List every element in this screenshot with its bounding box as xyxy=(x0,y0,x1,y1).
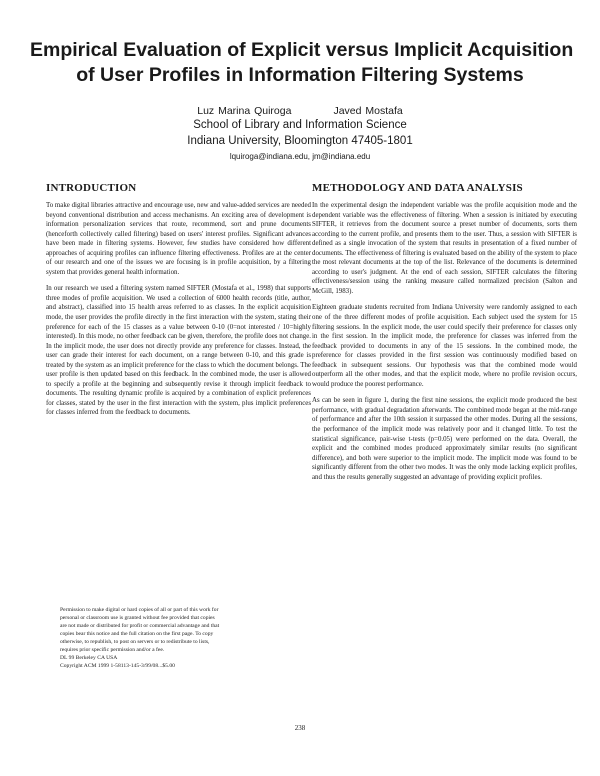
body-paragraph: In the experimental design the independent variable was the profile acquisition mode and the dependent variable was the effectiveness of filtering. When a session is initiated by executing SIFTER, it retrieves from the document source a preset number of documents, sorts them according to the current profile, and presents them to the user. Thus, a session with SIFTER is defined as a single invocation of the system that results in presentation of a fixed number of documents. The effectiveness of filtering is evaluated based on the ability of the system to place the most relevant documents at the top of the list. Relevance of the documents is determined according to user's judgment. At the end of each session, SIFTER calculates the filtering effectiveness/session using the ranking measure called normalized precision (Salton and McGill, 1983). xyxy=(312,202,577,295)
body-paragraph: As can be seen in figure 1, during the first nine sessions, the explicit mode produced the best performance, with gradual degradation afterwards. The combined mode began at the mid-range of performance and after the 10th session it surpassed the other modes. During all the sessions, the performance of the implicit mode was relatively poor and it changed little. To test the statistical significance, pair-wise t-tests (p=0.05) were performed on the data. Overall, the explicit and the combined modes produced approximately similar results (no significant difference), and both were superior to the implicit mode. The implicit mode was found to be significantly different from the other two modes. It was the only mode lacking explicit profiles, and thus the results generally suggested an advantage of providing explicit profiles. xyxy=(312,397,577,481)
body-paragraph: Eighteen graduate students recruited from Indiana University were randomly assigned to each one of the three different modes of profile acquisition. Each subject used the system for 15 filtering sessions. In the explicit mode, the user could specify their preference for classes only in the first session. In the implicit mode, the preference for classes was inferred from the feedback provided to documents in any of the 15 sessions. In the combined mode, the preference for classes provided in the first session was continuously modified based on feedback in subsequent sessions. Our hypothesis was that the combined mode would outperform all the other modes, and that the explicit mode, where no profile revision occurs, would produce the poorest performance. xyxy=(312,304,577,388)
title-line-2: of User Profiles in Information Filtering Systems xyxy=(76,64,524,86)
notice-line: personal or classroom use is granted without fee provided that copies xyxy=(60,615,215,621)
methodology-heading: METHODOLOGY AND DATA ANALYSIS xyxy=(312,182,523,194)
notice-line: Permission to make digital or hard copies of all or part of this work for xyxy=(60,607,219,613)
notice-line: Copyright ACM 1999 1-58113-145-3/99/08...$5.00 xyxy=(60,663,175,669)
right-column xyxy=(312,182,577,489)
title-line-1: Empirical Evaluation of Explicit versus Implicit Acquisition xyxy=(30,39,574,61)
body-paragraph: To make digital libraries attractive and encourage use, new and value-added services are needed beyond conventional distribution and access mechanisms. An exciting area of development is information personalization services that route, recommend, sort and prune documents (henceforth collectively called filtering) based on users' interest profiles. Significant advances have been made in filtering systems. However, few studies have considered how different approaches of acquiring profiles can influence filtering effectiveness. Profiles are at the center of our research and one of the issues we are focusing is in profile acquisition, by a filtering system that provides general health information. xyxy=(46,202,311,276)
notice-line: requires prior specific permission and/or a fee. xyxy=(60,647,165,653)
author-name: Luz Marina Quiroga xyxy=(197,105,292,117)
copyright-permission-notice xyxy=(60,606,310,670)
introduction-heading: INTRODUCTION xyxy=(46,182,137,194)
affiliation-university: Indiana University, Bloomington 47405-1801 xyxy=(187,134,413,147)
notice-line: otherwise, to republish, to post on servers or to redistribute to lists, xyxy=(60,639,210,645)
body-paragraph: In our research we used a filtering system named SIFTER (Mostafa et al., 1998) that supports three modes of profile acquisition. We used a collection of 6000 health records (title, author, and abstract), classified into 15 health areas referred to as classes. In the explicit acquisition mode, the user provides the profile directly in the first interaction with the system, stating their preference for each of the 15 classes as a value between 0-10 (0=not interested / 10=highly interested). In this mode, no other feedback can be given, therefore, the profile does not change. In the implicit mode, the user does not directly provide any preference for classes. Instead, the user can grade their interest for each document, on a range between 0-10, and this grade is treated by the system as an implicit preference for the class to which the document belongs. The user profile is then updated based on this feedback. In the combined mode, the user is allowed to specify a profile at the beginning and subsequently revise it through implicit feedback to documents. The resulting dynamic profile is acquired by a combination of explicit preferences for classes, stated by the user in the first interaction with the system, plus implicit preferences for classes inferred from the feedback to documents. xyxy=(46,285,311,417)
author-block xyxy=(100,104,500,163)
author-names xyxy=(100,104,500,118)
affiliation-school: School of Library and Information Science xyxy=(193,119,407,131)
notice-line: copies bear this notice and the full citation on the first page. To copy xyxy=(60,631,214,637)
notice-line: are not made or distributed for profit or commercial advantage and that xyxy=(60,623,220,629)
author-name: Javed Mostafa xyxy=(333,105,403,117)
left-column xyxy=(46,182,311,425)
author-emails: lquiroga@indiana.edu, jm@indiana.edu xyxy=(229,152,371,161)
notice-line: DL 99 Berkeley CA USA xyxy=(60,655,118,661)
paper-title xyxy=(30,38,574,88)
page-number: 238 xyxy=(294,724,306,732)
